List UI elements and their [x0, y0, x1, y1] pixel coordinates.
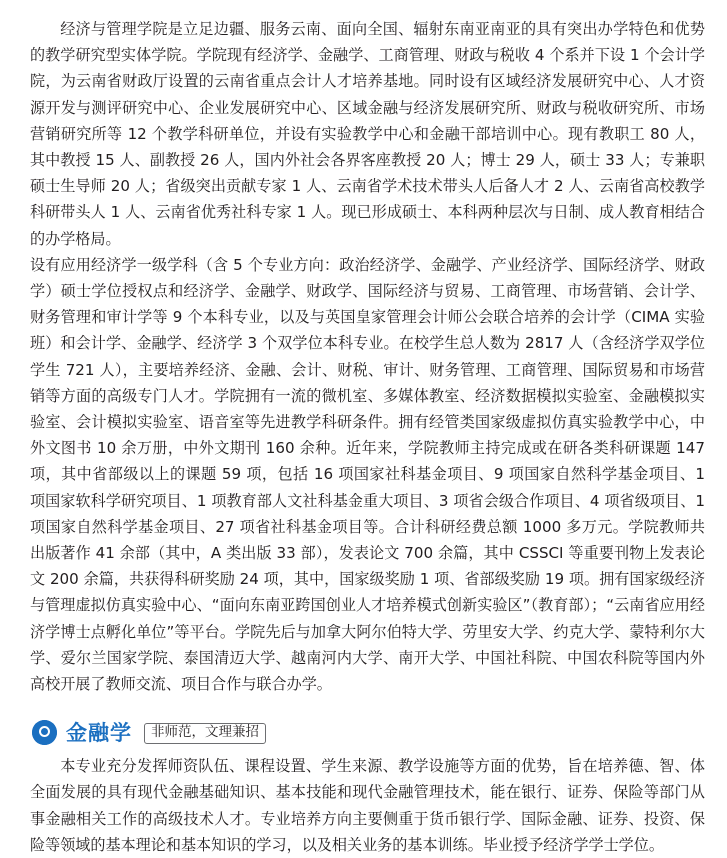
intro-section: [30, 16, 705, 697]
paragraph-college-overview: 经济与管理学院是立足边疆、服务云南、面向全国、辐射东南亚南亚的具有突出办学特色和优势的教学研究型实体学院。学院现有经济学、金融学、工商管理、财政与税收 4 个系并下设 1 个会计学院，为云南省财政厅设置的云南省重点会计人才培养基地。同时设有区域经济发展研究中心、人才资源开发与测评研究中心、企业发展研究中心、区域金融与经济发展研究所、财政与税收研究所、市场营销研究所等 12 个教学科研单位，并设有实验教学中心和金融干部培训中心。现有教职工 80 人，其中教授 15 人、副教授 26 人，国内外社会各界客座教授 20 人；博士 29 人，硕士 33 人；专兼职硕士生导师 20 人；省级突出贡献专家 1 人、云南省学术技术带头人后备人才 2 人、云南省高校教学科研带头人 1 人、云南省优秀社科专家 1 人。现已形成硕士、本科两种层次与日制、成人教育相结合的办学格局。: [30, 20, 705, 248]
paragraph-finance-description: 本专业充分发挥师资队伍、课程设置、学生来源、教学设施等方面的优势，旨在培养德、智、体全面发展的具有现代金融基础知识、基本技能和现代金融管理技术，能在银行、证券、保险等部门从事金融相关工作的高级技术人才。专业培养方向主要侧重于货币银行学、国际金融、证券、投资、保险等领域的基本理论和基本知识的学习，以及相关业务的基本训练。毕业授予经济学学士学位。: [30, 757, 705, 854]
finance-section-body: [30, 753, 705, 858]
section-header-finance: [30, 717, 705, 747]
paragraph-programs-and-research: 设有应用经济学一级学科（含 5 个专业方向：政治经济学、金融学、产业经济学、国际经济学、财政学）硕士学位授权点和经济学、金融学、财政学、国际经济与贸易、工商管理、市场营销、会计学、财务管理和审计学等 9 个本科专业，以及与英国皇家管理会计师公会联合培养的会计学（CIMA 实验班）和会计学、金融学、经济学 3 个双学位本科专业。在校学生总人数为 2817 人（含经济学双学位学生 721 人），主要培养经济、金融、会计、财税、审计、财务管理、工商管理、国际贸易和市场营销等方面的高级专门人才。学院拥有一流的微机室、多媒体教室、经济数据模拟实验室、金融模拟实验室、会计模拟实验室、语音室等先进教学科研条件。拥有经管类国家级虚拟仿真实验教学中心，中外文图书 10 余万册，中外文期刊 160 余种。近年来，学院教师主持完成或在研各类科研课题 147 项，其中省部级以上的课题 59 项，包括 16 项国家社科基金项目、9 项国家自然科学基金项目、1 项国家软科学研究项目、1 项教育部人文社科基金重大项目、3 项省会级合作项目、4 项省级项目、1 项国家自然科学基金项目、27 项省社科基金项目等。合计科研经费总额 1000 多万元。学院教师共出版著作 41 余部（其中，A 类出版 33 部），发表论文 700 余篇，其中 CSSCI 等重要刊物上发表论文 200 余篇，共获得科研奖励 24 项，其中，国家级奖励 1 项、省部级奖励 19 项。拥有国家级经济与管理虚拟仿真实验中心、“面向东南亚跨国创业人才培养模式创新实验区”（教育部）；“云南省应用经济学博士点孵化单位”等平台。学院先后与加拿大阿尔伯特大学、劳里安大学、约克大学、蒙特利尔大学、爱尔兰国家学院、泰国清迈大学、越南河内大学、南开大学、中国社科院、中国农科院等国内外高校开展了教师交流、项目合作与联合办学。: [30, 255, 705, 694]
section-title: 金融学: [66, 721, 132, 746]
section-tag-badge: 非师范，文理兼招: [144, 723, 266, 744]
circle-bullet-icon: [32, 720, 57, 745]
